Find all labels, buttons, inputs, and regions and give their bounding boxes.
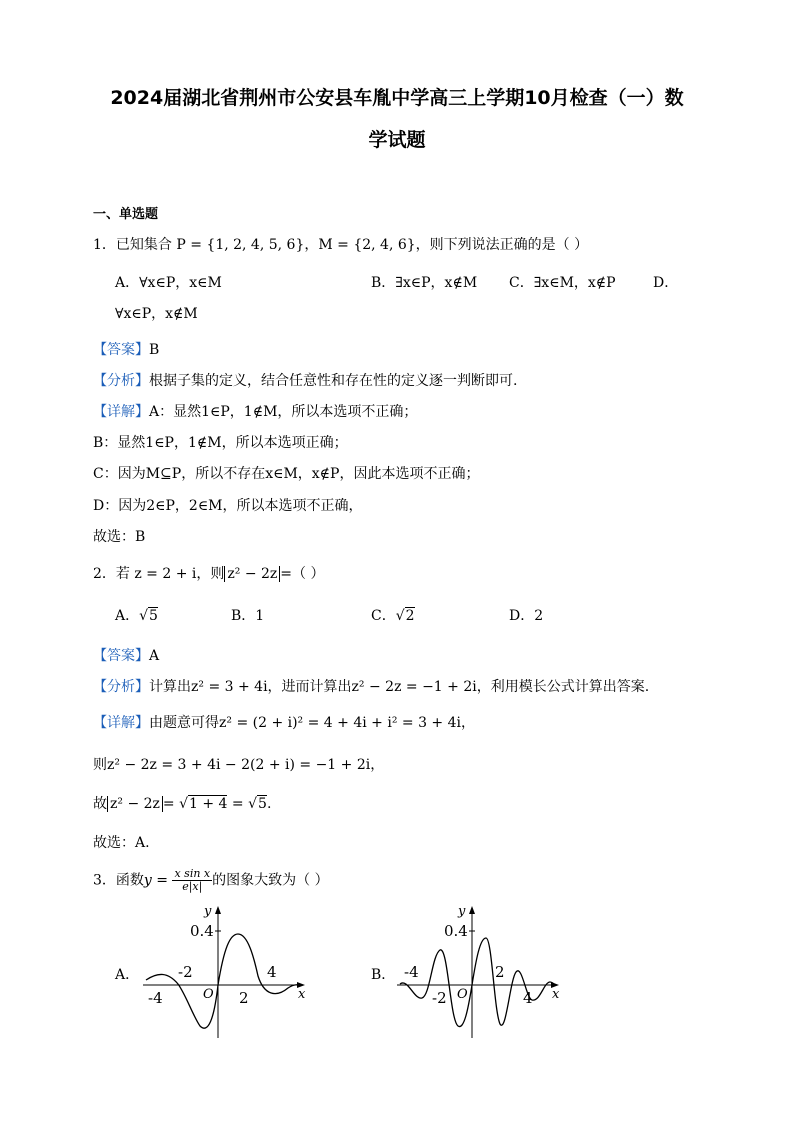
analysis-tag: 【分析】 <box>93 373 149 389</box>
q2-option-a-label: A． <box>115 608 140 624</box>
q1-detail-2: B：显然1∈P，1∉M，所以本选项正确； <box>93 435 348 451</box>
detail-tag: 【详解】 <box>93 404 149 420</box>
q1-detail-1-text: A：显然1∈P，1∉M，所以本选项不正确； <box>149 404 418 420</box>
q2-option-c-label: C． <box>371 608 396 624</box>
q3-stem <box>93 868 329 893</box>
q1-option-b: B．∃x∈P，x∉M <box>371 275 478 291</box>
q2-option-d: D．2 <box>509 608 544 624</box>
q1-detail-4: D：因为2∈P，2∈M，所以本选项不正确， <box>93 498 363 514</box>
x-axis-label: x <box>552 987 560 1002</box>
q1-stem: 1．已知集合 P = {1, 2, 4, 5, 6}，M = {2, 4, 6}，则下列说法正确的是（ ） <box>93 237 589 253</box>
function-curve <box>400 938 555 1027</box>
q2-option-a: A．√5 <box>115 608 158 624</box>
function-curve <box>146 934 301 1028</box>
q2-option-c-radicand: 2 <box>405 608 415 624</box>
section-heading: 一、单选题 <box>93 207 159 222</box>
x-tick-label-2: 2 <box>495 963 505 981</box>
answer-tag: 【答案】 <box>93 342 149 358</box>
q2-option-c: C．√2 <box>371 608 415 624</box>
exam-title-line2: 学试题 <box>368 129 426 151</box>
q2-detail-2: 则z² − 2z = 3 + 4i − 2(2 + i) = −1 + 2i， <box>93 757 385 773</box>
q1-option-d-label: D． <box>653 275 679 291</box>
x-tick-label-4: 4 <box>267 963 277 981</box>
q2-detail-3-end: . <box>266 796 272 812</box>
q2-choose: 故选：A. <box>93 835 150 851</box>
q3-stem-suffix: 的图象大致为（ ） <box>212 872 329 889</box>
x-tick-label-4: 4 <box>523 989 533 1007</box>
q3-fraction-denominator: e|x| <box>182 880 203 893</box>
q2-detail-1 <box>93 714 475 732</box>
q3-fraction-numerator: x sin x <box>174 867 211 880</box>
q1-option-a: A．∀x∈P，x∈M <box>115 275 222 291</box>
q2-stem-suffix: =（ ） <box>280 566 325 582</box>
q2-detail-3-radicand-1: 1 + 4 <box>189 796 228 812</box>
x-axis-label: x <box>298 987 306 1002</box>
y-axis-arrow <box>469 906 475 914</box>
q2-option-a-radicand: 5 <box>149 608 158 624</box>
q2-answer <box>93 647 159 665</box>
q3-stem-y: y = <box>143 872 173 889</box>
y-axis-label: y <box>458 904 466 919</box>
q1-choose: 故选：B <box>93 529 146 545</box>
q2-answer-value: A <box>149 648 160 664</box>
q1-option-c: C．∃x∈M，x∉P <box>509 275 616 291</box>
q2-option-b: B．1 <box>231 608 265 624</box>
q1-detail-3: C：因为M⊆P，所以不存在x∈M，x∉P，因此本选项不正确； <box>93 466 480 482</box>
q3-graph-b <box>392 900 572 1040</box>
x-tick-label-neg2: -2 <box>178 963 193 981</box>
origin-label: O <box>203 987 214 1002</box>
q1-answer <box>93 341 159 359</box>
origin-label: O <box>457 987 468 1002</box>
q3-fraction <box>172 868 212 893</box>
q2-analysis <box>93 678 649 696</box>
q3-stem-prefix: 3．函数 <box>93 872 144 889</box>
x-tick-label-neg4: -4 <box>404 963 419 981</box>
x-tick-label-neg2: -2 <box>432 989 447 1007</box>
q3-graph-a <box>138 900 318 1040</box>
analysis-tag: 【分析】 <box>93 679 149 695</box>
q2-detail-3-radicand-2: 5 <box>258 796 267 812</box>
q2-detail-3-prefix: 故 <box>93 796 107 812</box>
q3-option-b-label: B． <box>371 967 396 983</box>
q1-analysis <box>93 372 517 390</box>
x-tick-label-2: 2 <box>239 989 249 1007</box>
q2-stem <box>93 565 324 583</box>
q2-detail-3-eq: = <box>227 796 249 812</box>
x-tick-label-neg4: -4 <box>148 989 163 1007</box>
q2-detail-1-text: 由题意可得z² = (2 + i)² = 4 + 4i + i² = 3 + 4i， <box>149 715 475 731</box>
y-tick-label: 0.4 <box>444 922 468 940</box>
q1-option-d: ∀x∈P，x∉M <box>115 306 198 322</box>
q2-detail-3-mid: = <box>162 796 180 812</box>
q1-answer-value: B <box>149 342 160 358</box>
exam-title-line1: 2024届湖北省荆州市公安县车胤中学高三上学期10月检查（一）数 <box>110 87 684 109</box>
q2-detail-3: 故 z² − 2z = √1 + 4 = √5. <box>93 796 272 812</box>
q2-analysis-text: 计算出z² = 3 + 4i，进而计算出z² − 2z = −1 + 2i，利用模长公式计算出答案. <box>149 679 650 695</box>
q1-analysis-text: 根据子集的定义，结合任意性和存在性的定义逐一判断即可. <box>149 373 518 389</box>
y-axis-label: y <box>204 904 212 919</box>
q2-stem-abs: z² − 2z <box>224 566 280 582</box>
q2-detail-3-abs: z² − 2z <box>107 796 163 812</box>
y-axis-arrow <box>215 906 221 914</box>
y-tick-label: 0.4 <box>190 922 214 940</box>
q1-detail-1 <box>93 403 417 421</box>
q3-option-a-label: A． <box>115 967 140 983</box>
q2-stem-prefix: 2．若 z = 2 + i，则 <box>93 566 225 582</box>
detail-tag: 【详解】 <box>93 715 149 731</box>
answer-tag: 【答案】 <box>93 648 149 664</box>
